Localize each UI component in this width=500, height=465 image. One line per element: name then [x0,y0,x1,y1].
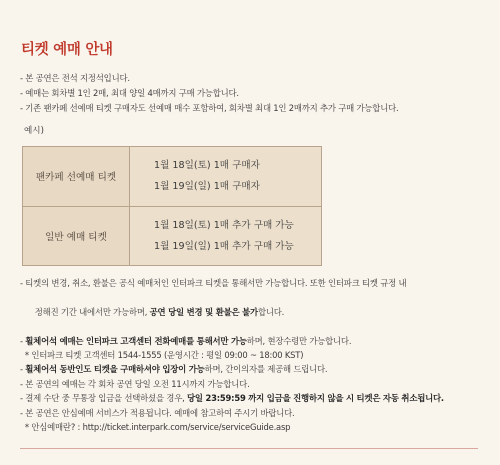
row-header: 팬카페 선예매 티켓 [23,147,130,207]
notes-list [20,276,490,434]
note-emphasis: 당일 23:59:59 까지 입금을 진행하지 않을 시 티켓은 자동 취소됩니다. [187,393,444,404]
page-title: 티켓 예매 안내 [21,42,113,58]
intro-line: - 본 공연은 전석 지정석입니다. [20,73,130,83]
note-emphasis: 휠체어석 예매는 인터파크 고객센터 전화예매를 통해서만 가능 [25,335,247,346]
note-line [20,391,490,405]
note-line: - 본 공연은 안심예매 서비스가 적용됩니다. 예매에 참고하여 주시기 바랍니다. [20,407,295,418]
note-emphasis: 휠체어석 동반인도 티켓을 구매하셔야 입장이 가능 [25,364,205,375]
row-body [130,147,322,207]
example-label: 예시) [24,126,44,136]
note-text: - [20,335,26,346]
intro-list [20,71,490,116]
table-row [23,206,322,266]
intro-line: - 예매는 회차별 1인 2매, 최대 양일 4매까지 구매 가능합니다. [20,88,239,98]
note-line: * 인터파크 티켓 고객센터 1544-1555 (운영시간 : 평일 09:00 ~ 18:00 KST) [20,350,304,361]
ticket-example-table [22,146,322,266]
note-emphasis: 공연 당일 변경 및 환불은 불가 [149,306,258,317]
intro-line: - 기존 팬카페 선예매 티켓 구매자도 선예매 매수 포함하여, 회차별 최대 1인 2매까지 추가 구매 가능합니다. [20,103,399,113]
note-text: 하며, 현장수령만 가능합니다. [246,335,352,346]
row-header: 일반 예매 티켓 [23,206,130,266]
note-line [20,290,490,333]
row-line: 1월 18일(토) 1매 구매자 [154,160,260,172]
table-row [23,147,322,207]
row-body [130,206,322,266]
note-text: 하며, 간이의자를 제공해 드립니다. [204,364,328,375]
note-text: - 결제 수단 중 무통장 입금을 선택하셨을 경우, [20,393,188,404]
note-line: - 본 공연의 예매는 각 회차 공연 당일 오전 11시까지 가능합니다. [20,378,250,389]
row-line: 1월 19일(일) 1매 구매자 [154,181,260,193]
footer-divider [20,448,478,449]
note-line [20,362,490,376]
row-line: 1월 19일(일) 1매 추가 구매 가능 [154,240,294,252]
note-line: - 티켓의 변경, 취소, 환불은 공식 예매처인 인터파크 티켓을 통해서만 가능합니다. 또한 인터파크 티켓 규정 내 [20,278,407,288]
guide-link-line[interactable]: * 안심예매란? : http://ticket.interpark.com/service/serviceGuide.asp [20,422,291,433]
note-line [20,334,490,348]
row-line: 1월 18일(토) 1매 추가 구매 가능 [154,219,294,231]
note-text: 정해진 기간 내에서만 가능하며, [29,306,150,317]
note-text: 합니다. [257,306,285,317]
note-text: - [20,364,26,375]
